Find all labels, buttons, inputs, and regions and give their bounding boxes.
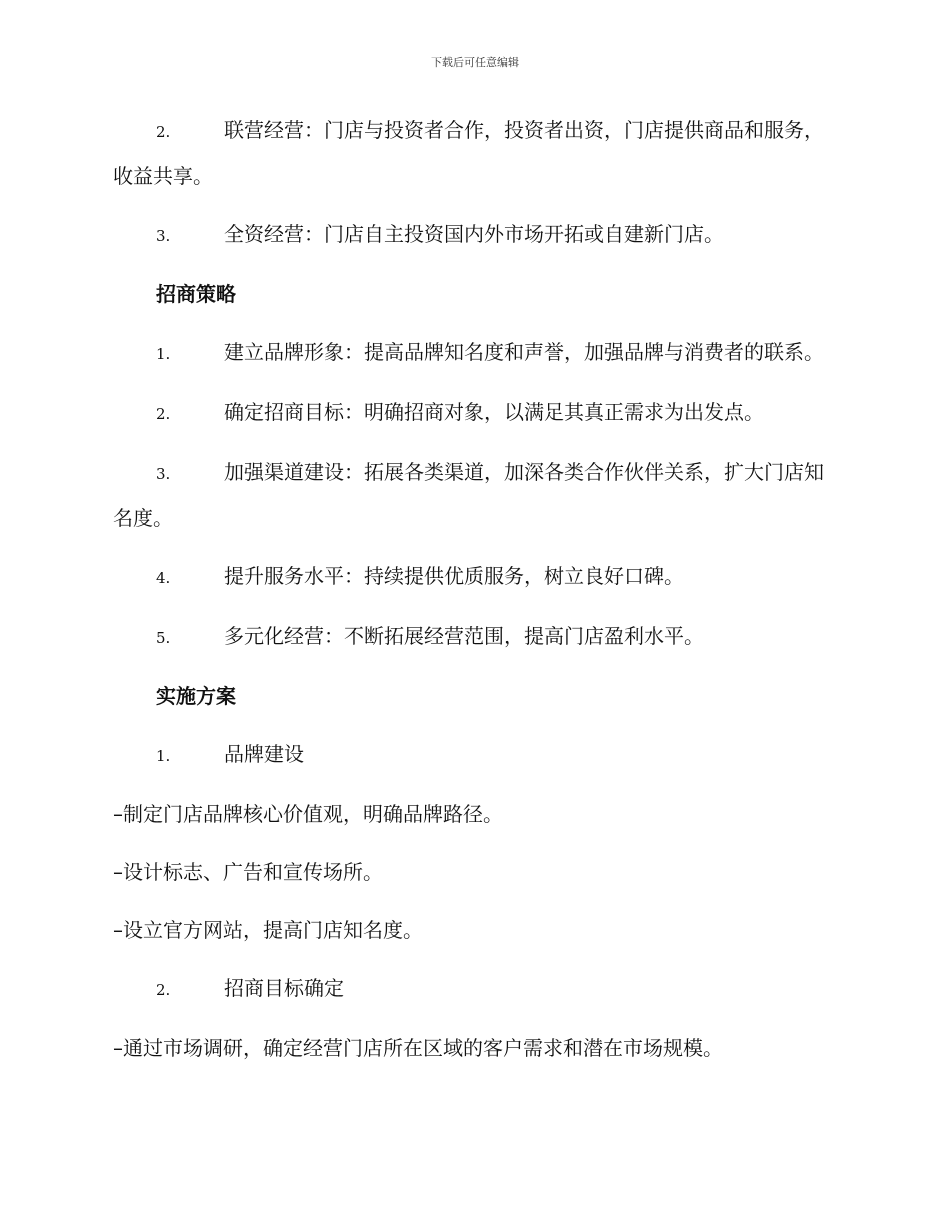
bullet-line: –制定门店品牌核心价值观，明确品牌路径。 (113, 802, 503, 826)
page-header: 下载后可任意编辑 (431, 56, 519, 69)
list-item (113, 108, 835, 198)
bullet-line: –通过市场调研，确定经营门店所在区域的客户需求和潜在市场规模。 (113, 1036, 723, 1060)
list-item (113, 212, 835, 258)
item-text: 联营经营：门店与投资者合作，投资者出资，门店提供商品和服务，收益共享。 (113, 118, 824, 188)
item-number: 2. (156, 405, 171, 423)
list-item (113, 614, 835, 660)
item-number: 4. (156, 569, 171, 587)
item-text: 提升服务水平：持续提供优质服务，树立良好口碑。 (224, 564, 684, 588)
item-number: 1. (156, 747, 171, 765)
bullet-line: –设立官方网站，提高门店知名度。 (113, 918, 423, 942)
item-text: 加强渠道建设：拓展各类渠道，加深各类合作伙伴关系，扩大门店知名度。 (113, 460, 824, 530)
list-item (113, 966, 835, 1012)
item-text: 招商目标确定 (224, 976, 344, 1000)
section-heading: 招商策略 (156, 282, 236, 306)
list-item (113, 554, 835, 600)
item-text: 全资经营：门店自主投资国内外市场开拓或自建新门店。 (224, 222, 724, 246)
item-text: 多元化经营：不断拓展经营范围，提高门店盈利水平。 (224, 624, 704, 648)
item-text: 品牌建设 (224, 742, 304, 766)
list-item (113, 732, 835, 778)
item-text: 建立品牌形象：提高品牌知名度和声誉，加强品牌与消费者的联系。 (224, 340, 824, 364)
item-number: 2. (156, 123, 171, 141)
section-heading: 实施方案 (156, 684, 236, 708)
list-item (113, 450, 835, 540)
item-text: 确定招商目标：明确招商对象，以满足其真正需求为出发点。 (224, 400, 764, 424)
item-number: 1. (156, 345, 171, 363)
bullet-line: –设计标志、广告和宣传场所。 (113, 860, 383, 884)
item-number: 3. (156, 227, 171, 245)
item-number: 3. (156, 465, 171, 483)
item-number: 2. (156, 981, 171, 999)
list-item (113, 390, 835, 436)
list-item (113, 330, 835, 376)
document-body (113, 108, 835, 1084)
item-number: 5. (156, 629, 171, 647)
